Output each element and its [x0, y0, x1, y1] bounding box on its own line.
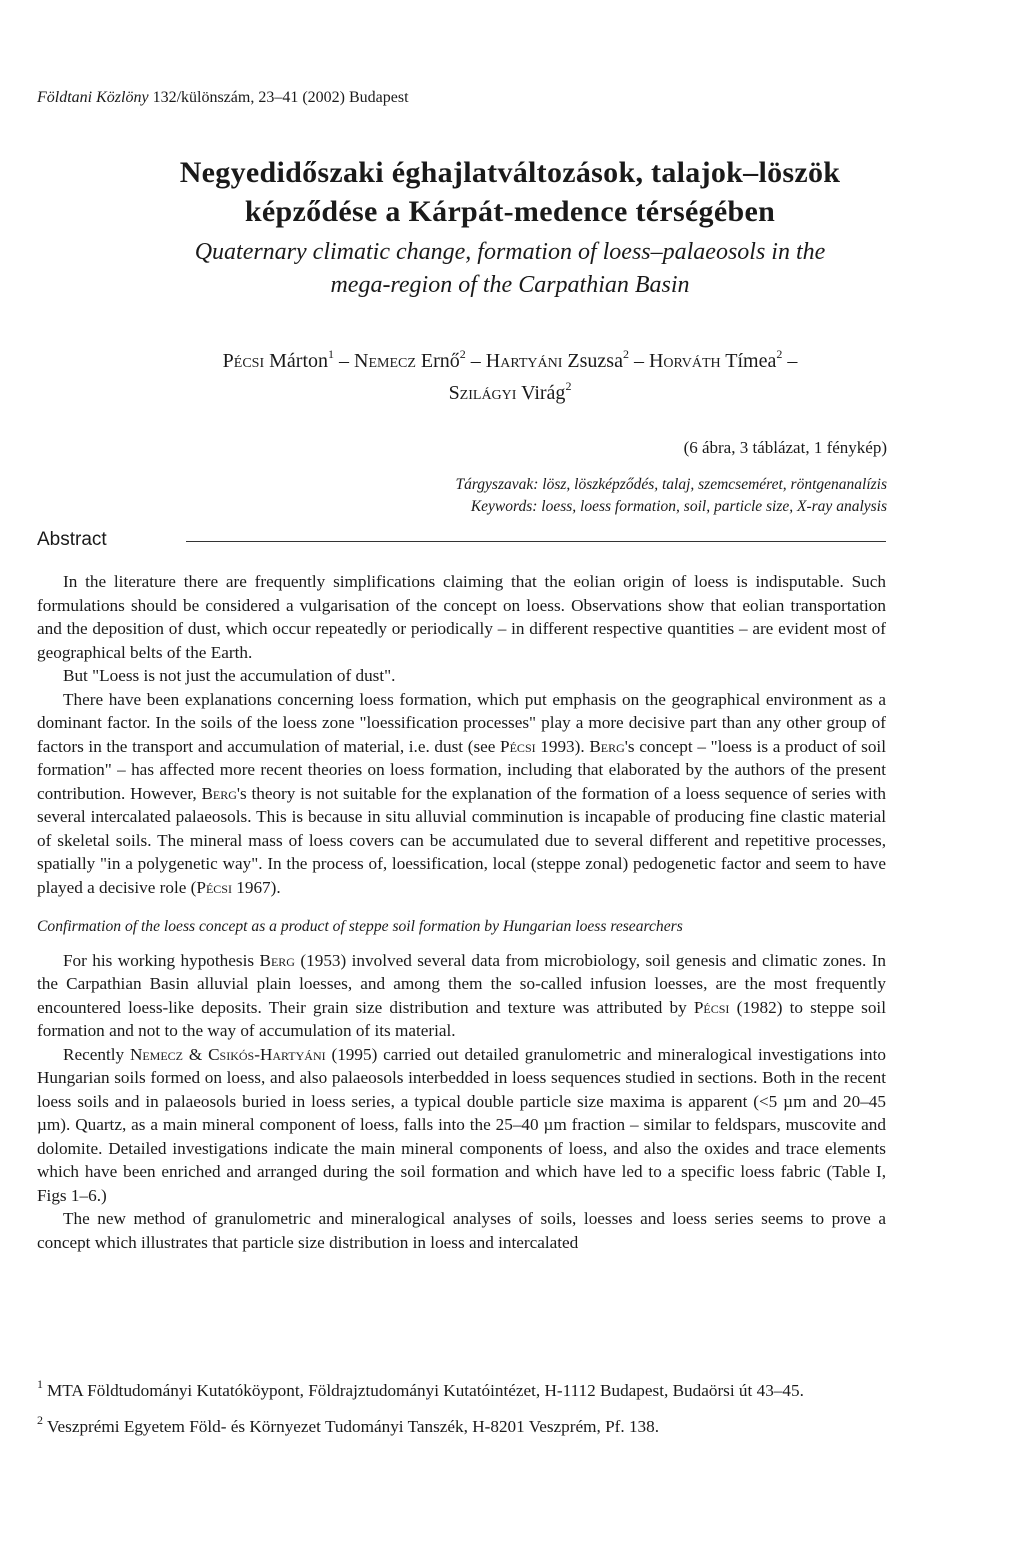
text-run: 1993).: [535, 736, 590, 756]
text-run: There have been explanations concerning loess formation, which put emphasis on the geographical environment as a dominant factor. In the soils of the loess zone "loessification processes" play a more decisive part than any other group of factors in the transport and accumulation of material, i.e. dust (see: [37, 689, 886, 756]
author-surname: Horváth: [648, 350, 721, 372]
keywords-english: Keywords: loess, loess formation, soil, particle size, X-ray analysis: [470, 498, 887, 515]
figure-table-count: (6 ábra, 3 táblázat, 1 fénykép): [683, 438, 887, 457]
text-run: (1982) to steppe soil formation and not to the way of accumulation of its material.: [37, 997, 886, 1040]
body-paragraph: [37, 1043, 886, 1208]
author-line-2: [40, 377, 980, 409]
footnote-number: 2: [37, 1413, 43, 1427]
footnote-1: [37, 1379, 887, 1403]
journal-name: Földtani Közlöny: [37, 89, 149, 106]
body-paragraph: In the literature there are frequently simplifications claiming that the eolian origin of loess is indisputable. Such formulations should be considered a vulgarisation of the concept on loess. Observations show that eolian transportation and the deposition of dust, which occur repeatedly or periodically – in different respective quantities – are evident most of geographical belts of the Earth.: [37, 572, 886, 662]
cited-author: Berg: [201, 783, 237, 803]
text-run: 1967).: [231, 877, 281, 897]
cited-author: Pécsi: [693, 997, 730, 1017]
journal-volume-info: 132/különszám, 23–41 (2002) Budapest: [148, 89, 409, 106]
author-separator: –: [465, 350, 486, 372]
cited-author: Berg: [259, 950, 295, 970]
english-title: [60, 236, 960, 302]
author-given-name: Virág: [516, 382, 566, 404]
abstract-heading: Abstract: [37, 529, 107, 550]
author-given-name: Tímea: [720, 350, 777, 372]
text-run: (1995) carried out detailed granulometric and mineralogical investigations into Hungarian soils formed on loess, and also palaeosols interbedded in loess sequences studied in sections. Both in the recent loess soils and in palaeosols buried in loess series, a typical double particle size maxima is apparent (<5 µm and 20–45 µm). Quartz, as a main mineral component of loess, falls into the 25–40 µm fraction – similar to feldspars, muscovite and dolomite. Detailed investigations indicate the main mineral components of loess, and also the oxides and trace elements which have been enriched and arranged during the soil formation and which have led to a specific loess fabric (Table I, Figs 1–6.): [37, 1044, 887, 1205]
author-given-name: Zsuzsa: [562, 350, 623, 372]
abstract-divider: [186, 541, 886, 542]
body-paragraph: [37, 688, 886, 900]
article-body: [37, 570, 886, 1254]
cited-author: Nemecz: [129, 1044, 184, 1064]
body-paragraph: [37, 949, 886, 1043]
body-paragraph: But "Loess is not just the accumulation of dust".: [63, 666, 396, 685]
text-run: (1953) involved several data from microbiology, soil genesis and climatic zones. In the Carpathian Basin alluvial plain loesses, and among them the so-called infusion loesses, are the most frequently encountered loess-like deposits. Their grain size distribution and texture was attributed by: [37, 950, 887, 1017]
section-subheading: Confirmation of the loess concept as a product of steppe soil formation by Hungarian loess researchers: [37, 918, 683, 935]
footnote-2: [37, 1415, 887, 1439]
author-list: [40, 345, 980, 409]
text-run: 's theory is not suitable for the explanation of the formation of a loess sequence of series with several intercalated palaeosols. This is because in situ alluvial comminution is incapable of producing fine clastic material of skeletal soils. The mineral mass of loess covers can be accumulated due to several different and repetitive processes, spatially "in a polygenetic way". In the process of, loessification, local (steppe zonal) pedogenetic factor and seem to have played a decisive role (: [37, 783, 886, 897]
hungarian-title-line-1: Negyedidőszaki éghajlatváltozások, talajok–löszök: [179, 156, 841, 189]
affiliation-mark: 2: [459, 347, 466, 361]
cited-author: Berg: [589, 736, 625, 756]
hungarian-title: [60, 153, 960, 231]
author-given-name: Ernő: [415, 350, 460, 372]
cited-author: Pécsi: [500, 736, 536, 756]
text-run: Recently: [63, 1044, 130, 1064]
affiliation-mark: 2: [776, 347, 783, 361]
cited-author: Csikós-Hartyáni: [208, 1044, 326, 1064]
footnotes: [37, 1379, 887, 1439]
author-surname: Szilágyi: [448, 382, 517, 404]
english-title-line-1: Quaternary climatic change, formation of loess–palaeosols in the: [194, 239, 826, 265]
affiliation-mark: 2: [622, 347, 629, 361]
footnote-text: Veszprémi Egyetem Föld- és Környezet Tudományi Tanszék, H-8201 Veszprém, Pf. 138.: [47, 1417, 660, 1436]
author-surname: Nemecz: [354, 350, 416, 372]
journal-citation: [37, 88, 409, 108]
affiliation-mark: 1: [328, 347, 335, 361]
author-line-1: [40, 345, 980, 377]
text-run: 's concept – "loess is a product of soil formation" – has affected more recent theories on loess formation, including that elaborated by the authors of the present contribution. However,: [37, 736, 886, 803]
affiliation-mark: 2: [565, 379, 572, 393]
footnote-text: MTA Földtudományi Kutatóköypont, Földrajztudományi Kutatóintézet, H-1112 Budapest, Budaörsi út 43–45.: [47, 1381, 804, 1400]
author-separator: –: [628, 350, 649, 372]
body-paragraph: The new method of granulometric and mineralogical analyses of soils, loesses and loess series seems to prove a concept which illustrates that particle size distribution in loess and intercalated: [37, 1209, 886, 1252]
footnote-number: 1: [37, 1377, 43, 1391]
english-title-line-2: mega-region of the Carpathian Basin: [330, 272, 690, 298]
text-run: &: [183, 1044, 209, 1064]
keywords-hungarian: Tárgyszavak: lösz, löszképződés, talaj, szemcseméret, röntgenanalízis: [455, 476, 887, 493]
cited-author: Pécsi: [196, 877, 232, 897]
text-run: For his working hypothesis: [63, 950, 260, 970]
author-separator: –: [782, 350, 798, 372]
author-separator: –: [334, 350, 355, 372]
hungarian-title-line-2: képződése a Kárpát-medence térségében: [244, 195, 776, 228]
author-given-name: Márton: [264, 350, 329, 372]
author-surname: Hartyáni: [485, 350, 563, 372]
author-surname: Pécsi: [222, 350, 265, 372]
